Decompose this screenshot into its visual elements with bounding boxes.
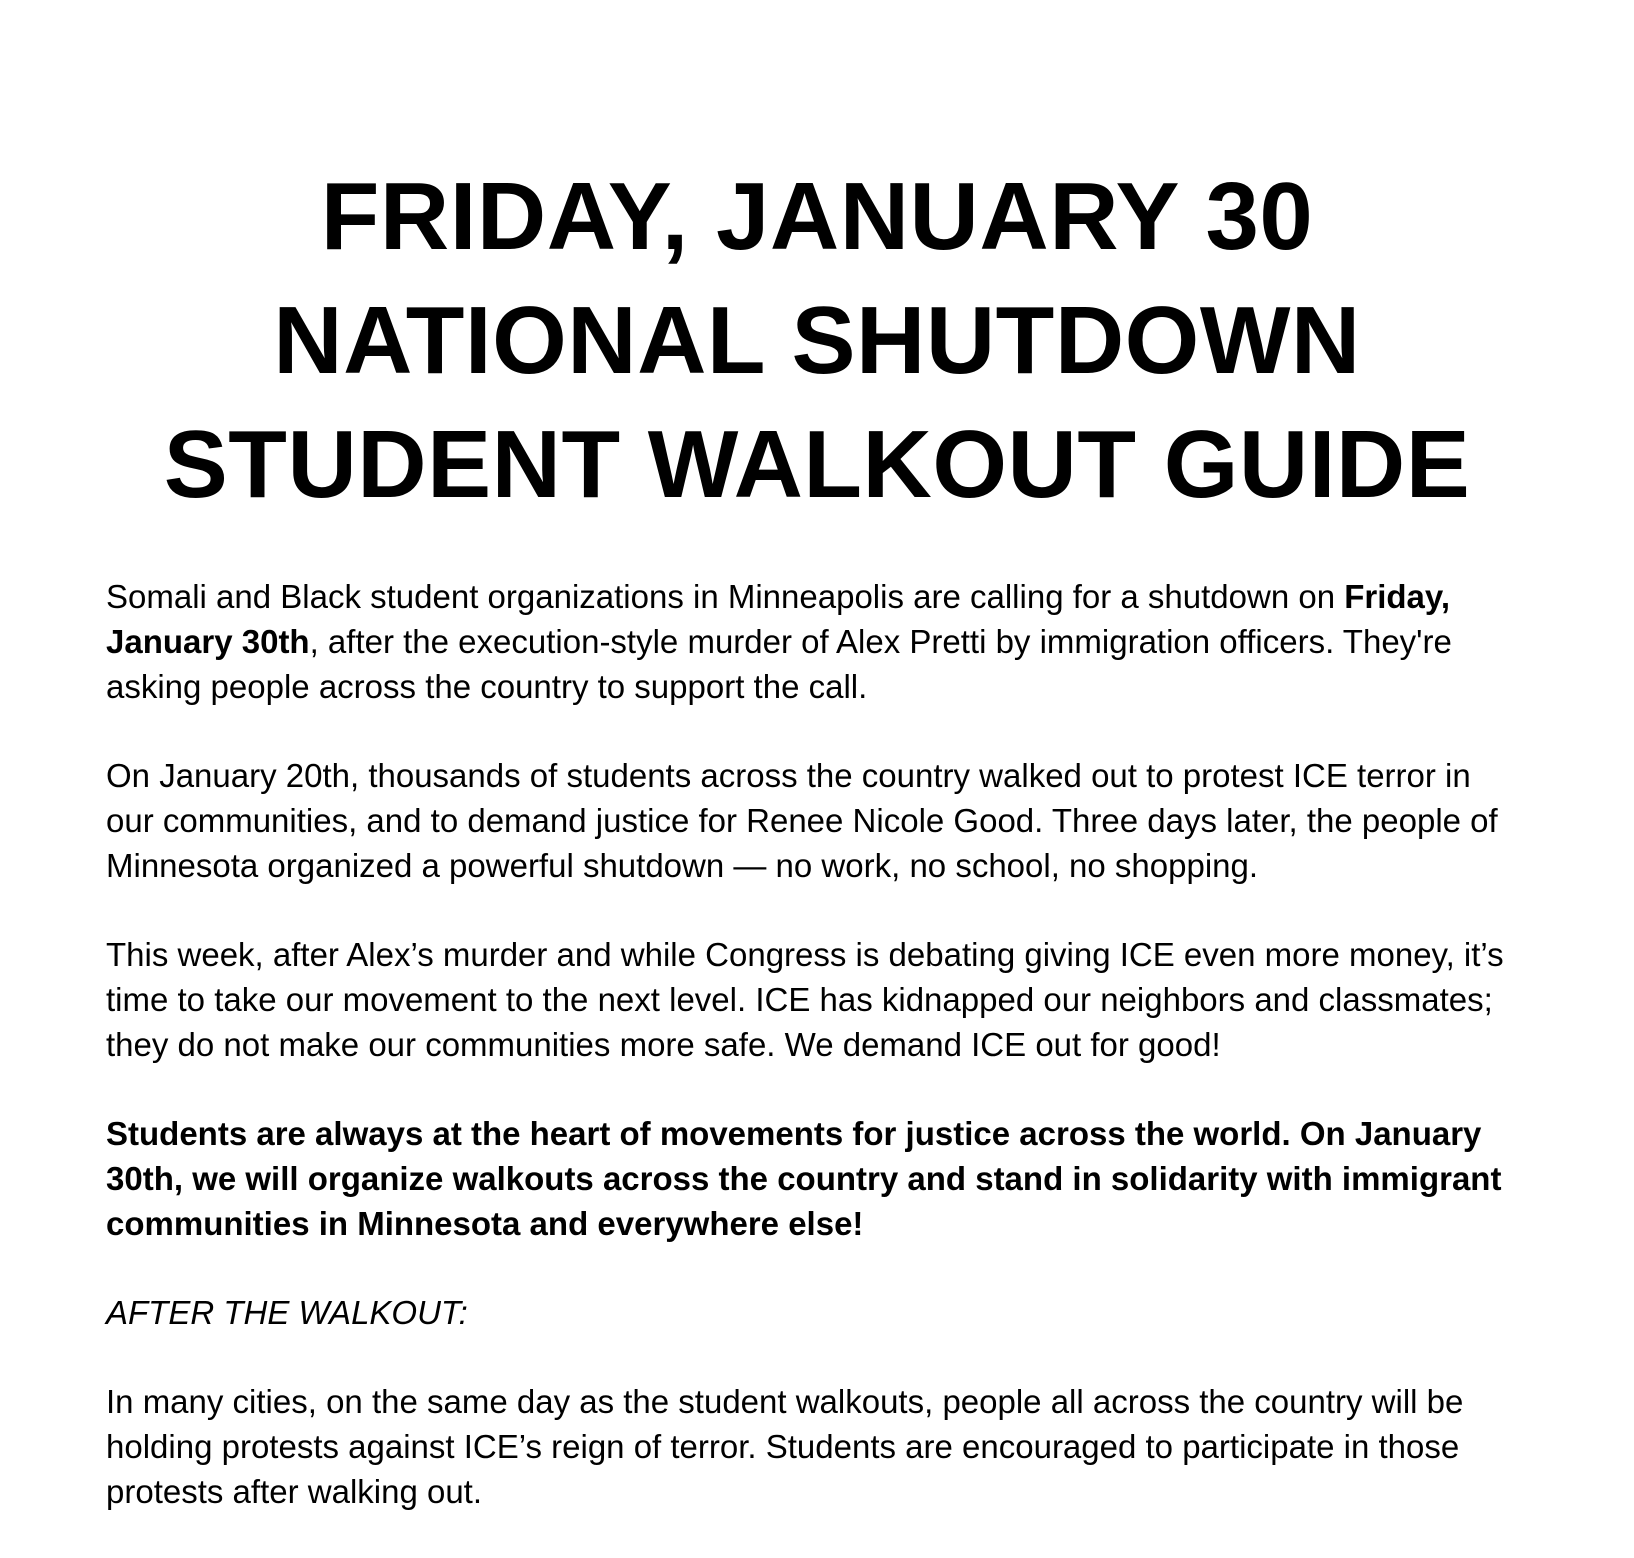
paragraph-line: time to take our movement to the next level. ICE has kidnapped our neighbors and classmates; [106,981,1493,1018]
text-run: , after the execution-style murder of Alex Pretti by immigration officers. They're [309,623,1452,660]
paragraph-line: asking people across the country to support the call. [106,668,868,705]
bold-date-text: January 30th [106,623,310,660]
title-line-date: FRIDAY, JANUARY 30 [320,163,1314,270]
paragraph-protests [106,1379,1566,1514]
paragraph-line [106,619,1566,664]
paragraph-line: Students are always at the heart of movements for justice across the world. On January [106,1115,1482,1152]
paragraph-line: protests after walking out. [106,1473,483,1510]
document-title [0,155,1634,527]
paragraph-line: holding protests against ICE’s reign of terror. Students are encouraged to participate in those [106,1428,1460,1465]
paragraph-line: our communities, and to demand justice for Renee Nicole Good. Three days later, the people of [106,802,1498,839]
title-line-guide: STUDENT WALKOUT GUIDE [163,411,1471,518]
paragraph-line: communities in Minnesota and everywhere else! [106,1205,864,1242]
paragraph-line: On January 20th, thousands of students across the country walked out to protest ICE terror in [106,757,1471,794]
paragraph-january-20 [106,753,1566,888]
paragraph-shutdown-call [106,574,1566,709]
paragraph-line: In many cities, on the same day as the student walkouts, people all across the country will be [106,1383,1464,1420]
section-heading-text: AFTER THE WALKOUT: [106,1294,468,1331]
paragraph-line: they do not make our communities more safe. We demand ICE out for good! [106,1026,1221,1063]
paragraph-line [106,574,1566,619]
text-run: Somali and Black student organizations in Minneapolis are calling for a shutdown on [106,578,1345,615]
document-body [106,574,1566,1558]
paragraph-students-callout [106,1111,1566,1246]
paragraph-line: 30th, we will organize walkouts across the country and stand in solidarity with immigrant [106,1160,1502,1197]
bold-date-text: Friday, [1344,578,1450,615]
paragraph-line: Minnesota organized a powerful shutdown — no work, no school, no shopping. [106,847,1259,884]
title-line-shutdown: NATIONAL SHUTDOWN [273,287,1361,394]
section-heading-after-walkout [106,1290,1566,1335]
paragraph-line: This week, after Alex’s murder and while Congress is debating giving ICE even more money, it’s [106,936,1504,973]
paragraph-this-week [106,932,1566,1067]
